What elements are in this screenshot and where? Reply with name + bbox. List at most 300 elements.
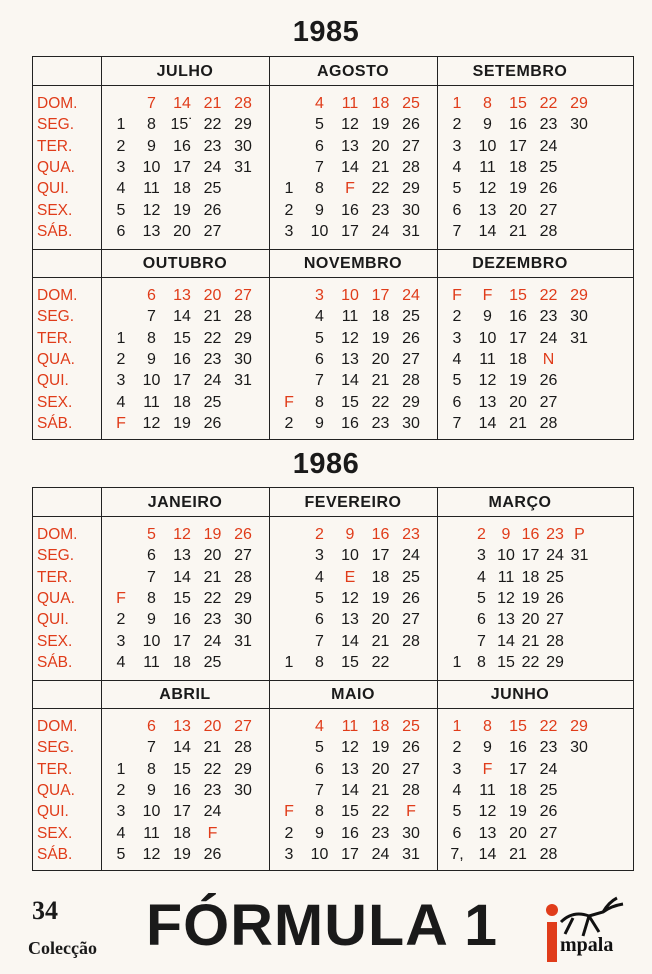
day-cell: 25 bbox=[203, 393, 222, 411]
day-cell: 17 bbox=[521, 547, 540, 565]
day-cell: 8 bbox=[147, 329, 156, 347]
day-cell: 8 bbox=[147, 589, 156, 607]
footer bbox=[0, 884, 652, 974]
day-cell: 15 bbox=[173, 589, 191, 607]
day-cell: 21 bbox=[371, 158, 390, 176]
day-cell: 29 bbox=[570, 287, 588, 304]
day-cell: 18 bbox=[173, 653, 191, 671]
day-cell: 25 bbox=[203, 653, 222, 671]
day-cell: 8 bbox=[147, 116, 156, 134]
day-cell: 2 bbox=[452, 739, 462, 757]
weekday-label: DOM. bbox=[37, 287, 78, 304]
day-cell: 19 bbox=[371, 329, 390, 347]
day-cell: 21 bbox=[203, 308, 222, 326]
day-cell: 24 bbox=[371, 222, 390, 240]
day-cell: 13 bbox=[341, 760, 359, 778]
day-cell: 18 bbox=[173, 393, 191, 411]
day-cell: 12 bbox=[341, 589, 359, 607]
day-cell: 18 bbox=[371, 95, 390, 112]
day-cell: 19 bbox=[509, 372, 527, 390]
day-cell: 4 bbox=[315, 718, 324, 735]
day-cell: 26 bbox=[234, 526, 252, 543]
day-cell: 25 bbox=[539, 158, 558, 176]
day-cell: 18 bbox=[521, 568, 540, 586]
day-cell: 3 bbox=[116, 803, 126, 821]
grid-divider bbox=[437, 488, 438, 870]
day-cell: F bbox=[116, 414, 126, 432]
day-cell: 12 bbox=[478, 803, 497, 821]
month-name: JULHO bbox=[156, 63, 214, 80]
day-cell: 8 bbox=[147, 760, 156, 778]
day-cell: 4 bbox=[116, 393, 126, 411]
day-cell: 16 bbox=[173, 781, 191, 799]
day-cell: 21 bbox=[509, 222, 527, 240]
day-cell: 20 bbox=[509, 393, 527, 411]
day-cell: 11 bbox=[143, 393, 160, 411]
weekday-label: QUA. bbox=[37, 589, 75, 607]
day-cell: 5 bbox=[315, 589, 324, 607]
day-cell: 6 bbox=[477, 611, 486, 629]
day-cell: 20 bbox=[509, 201, 527, 219]
day-cell: 11 bbox=[341, 718, 359, 735]
day-cell: 12 bbox=[478, 372, 497, 390]
weekday-label: SÁB. bbox=[37, 222, 73, 240]
day-cell: 11 bbox=[479, 350, 496, 368]
day-cell: 4 bbox=[315, 95, 324, 112]
day-cell: 21 bbox=[371, 781, 390, 799]
day-cell: 4 bbox=[452, 158, 462, 176]
day-cell: 6 bbox=[315, 350, 324, 368]
day-cell: 7 bbox=[315, 632, 324, 650]
day-cell: F bbox=[452, 287, 462, 304]
month-name: FEVEREIRO bbox=[304, 494, 402, 511]
day-cell: 24 bbox=[402, 287, 420, 304]
day-cell: F bbox=[482, 760, 493, 778]
day-cell: 12 bbox=[497, 589, 515, 607]
day-cell: 2 bbox=[315, 526, 324, 543]
day-cell: 11 bbox=[143, 180, 160, 198]
day-cell: 11 bbox=[479, 781, 496, 799]
day-cell: 27 bbox=[402, 611, 420, 629]
day-cell: 9 bbox=[483, 308, 492, 326]
day-cell: 17 bbox=[173, 372, 191, 390]
day-cell: 10 bbox=[478, 137, 497, 155]
day-cell: 19 bbox=[371, 589, 390, 607]
day-cell: 9 bbox=[315, 414, 324, 432]
day-cell: 19 bbox=[371, 116, 390, 134]
day-cell: 6 bbox=[452, 824, 462, 842]
day-cell: 13 bbox=[497, 611, 515, 629]
day-cell: 25 bbox=[203, 180, 222, 198]
day-cell: 4 bbox=[452, 781, 462, 799]
day-cell: 3 bbox=[477, 547, 486, 565]
day-cell: 15 bbox=[173, 329, 191, 347]
day-cell: 21 bbox=[509, 845, 527, 863]
weekday-label: DOM. bbox=[37, 526, 78, 543]
day-cell: 20 bbox=[371, 760, 390, 778]
day-cell: 21 bbox=[371, 632, 390, 650]
day-cell: 24 bbox=[539, 760, 558, 778]
day-cell: 27 bbox=[203, 222, 222, 240]
day-cell: 9 bbox=[147, 781, 156, 799]
weekday-label: QUI. bbox=[37, 803, 69, 821]
day-cell: 5 bbox=[116, 201, 126, 219]
weekday-label: QUI. bbox=[37, 372, 69, 390]
day-cell: 21 bbox=[521, 632, 540, 650]
day-cell: 30 bbox=[234, 137, 252, 155]
month-name: MAIO bbox=[331, 686, 375, 703]
calendar-grid-1986 bbox=[32, 487, 634, 871]
day-cell: 1 bbox=[284, 180, 294, 198]
day-cell: 2 bbox=[284, 201, 294, 219]
day-cell: 21 bbox=[509, 414, 527, 432]
day-cell: 31 bbox=[570, 547, 589, 565]
day-cell: 20 bbox=[203, 718, 222, 735]
day-cell: 25 bbox=[402, 308, 420, 326]
day-cell: 6 bbox=[147, 547, 156, 565]
day-cell: 31 bbox=[570, 329, 588, 347]
day-cell: 2 bbox=[116, 137, 126, 155]
day-cell: P bbox=[574, 526, 585, 543]
day-cell: 17 bbox=[509, 329, 527, 347]
weekday-label: QUA. bbox=[37, 158, 75, 176]
day-cell: 9 bbox=[315, 824, 324, 842]
day-cell: 7, bbox=[450, 845, 464, 863]
day-cell: 30 bbox=[570, 116, 588, 134]
day-cell: 17 bbox=[173, 158, 191, 176]
day-cell: 25 bbox=[546, 568, 564, 586]
day-cell: 24 bbox=[539, 137, 558, 155]
day-cell: 22 bbox=[539, 718, 558, 735]
day-cell: 28 bbox=[539, 222, 558, 240]
day-cell: 31 bbox=[234, 158, 252, 176]
weekday-label: QUA. bbox=[37, 781, 75, 799]
day-cell: 17 bbox=[509, 760, 527, 778]
day-cell: 15 bbox=[509, 287, 527, 304]
day-cell: 22 bbox=[203, 589, 222, 607]
day-cell: 15 bbox=[341, 803, 359, 821]
month-name: MARÇO bbox=[488, 494, 552, 511]
day-cell: 28 bbox=[402, 158, 420, 176]
grid-divider bbox=[33, 680, 633, 681]
day-cell: 14 bbox=[341, 372, 359, 390]
day-cell: 28 bbox=[546, 632, 564, 650]
day-cell: 23 bbox=[203, 350, 222, 368]
day-cell: 25 bbox=[539, 781, 558, 799]
day-cell: 10 bbox=[142, 158, 161, 176]
day-cell: 21 bbox=[203, 95, 222, 112]
day-cell: 14 bbox=[497, 632, 515, 650]
day-cell: 30 bbox=[570, 308, 588, 326]
day-cell: 27 bbox=[234, 718, 252, 735]
day-cell: 14 bbox=[173, 308, 191, 326]
day-cell: 26 bbox=[402, 589, 420, 607]
day-cell: 23 bbox=[546, 526, 564, 543]
day-cell: 15 bbox=[341, 653, 359, 671]
day-cell: 26 bbox=[539, 372, 558, 390]
day-cell: 23 bbox=[371, 414, 390, 432]
day-cell: 30 bbox=[570, 739, 588, 757]
day-cell: 3 bbox=[284, 845, 294, 863]
day-cell: 16 bbox=[521, 526, 540, 543]
day-cell: 10 bbox=[142, 803, 161, 821]
day-cell: 28 bbox=[234, 739, 252, 757]
day-cell: 28 bbox=[234, 568, 252, 586]
day-cell: 20 bbox=[371, 137, 390, 155]
weekday-label: SEG. bbox=[37, 739, 75, 757]
grid-divider bbox=[33, 708, 633, 709]
day-cell: 1 bbox=[116, 760, 126, 778]
day-cell: 7 bbox=[315, 372, 324, 390]
day-cell: 28 bbox=[539, 414, 558, 432]
day-cell: 20 bbox=[173, 222, 191, 240]
day-cell: F bbox=[116, 589, 126, 607]
month-name: OUTUBRO bbox=[142, 255, 228, 272]
day-cell: 19 bbox=[203, 526, 222, 543]
day-cell: 3 bbox=[452, 760, 462, 778]
day-cell: 14 bbox=[341, 781, 359, 799]
day-cell: F bbox=[345, 180, 355, 198]
day-cell: 22 bbox=[371, 803, 390, 821]
day-cell: 19 bbox=[173, 414, 191, 432]
day-cell: 12 bbox=[341, 329, 359, 347]
month-name: ABRIL bbox=[159, 686, 211, 703]
day-cell: 24 bbox=[203, 158, 222, 176]
day-cell: 29 bbox=[570, 718, 588, 735]
day-cell: 23 bbox=[539, 739, 558, 757]
weekday-label: SÁB. bbox=[37, 653, 73, 671]
day-cell: 22 bbox=[539, 95, 558, 112]
weekday-label: DOM. bbox=[37, 95, 78, 112]
day-cell: 14 bbox=[341, 632, 359, 650]
day-cell: 4 bbox=[116, 824, 126, 842]
day-cell: 3 bbox=[116, 372, 126, 390]
day-cell: 10 bbox=[142, 372, 161, 390]
day-cell: 8 bbox=[483, 95, 492, 112]
day-cell: 11 bbox=[479, 158, 496, 176]
day-cell: 17 bbox=[173, 632, 191, 650]
day-cell: 29 bbox=[570, 95, 588, 112]
day-cell: 1 bbox=[452, 653, 462, 671]
day-cell: F bbox=[207, 824, 218, 842]
grid-divider bbox=[437, 57, 438, 439]
day-cell: 19 bbox=[173, 201, 191, 219]
day-cell: 14 bbox=[478, 222, 497, 240]
day-cell: 14 bbox=[173, 95, 191, 112]
day-cell: N bbox=[542, 350, 555, 368]
month-name: SETEMBRO bbox=[472, 63, 568, 80]
day-cell: 9 bbox=[345, 526, 355, 543]
day-cell: 6 bbox=[452, 393, 462, 411]
day-cell: 12 bbox=[341, 116, 359, 134]
grid-divider bbox=[269, 488, 270, 870]
day-cell: 4 bbox=[116, 653, 126, 671]
day-cell: 29 bbox=[234, 116, 252, 134]
day-cell: 22 bbox=[539, 287, 558, 304]
day-cell: 24 bbox=[203, 803, 222, 821]
day-cell: 11 bbox=[497, 568, 515, 586]
day-cell: 8 bbox=[315, 653, 324, 671]
weekday-label: SEG. bbox=[37, 547, 75, 565]
day-cell: 18 bbox=[509, 781, 527, 799]
day-cell: 17 bbox=[371, 287, 390, 304]
day-cell: 31 bbox=[402, 845, 420, 863]
day-cell: 4 bbox=[116, 180, 126, 198]
day-cell: 6 bbox=[147, 287, 156, 304]
day-cell: 2 bbox=[116, 350, 126, 368]
day-cell: 16 bbox=[173, 350, 191, 368]
calendar-grid-1985 bbox=[32, 56, 634, 440]
day-cell: 6 bbox=[315, 760, 324, 778]
day-cell: 25 bbox=[402, 95, 420, 112]
day-cell: 24 bbox=[546, 547, 564, 565]
day-cell: 11 bbox=[341, 95, 359, 112]
weekday-label: DOM. bbox=[37, 718, 78, 735]
weekday-label: TER. bbox=[37, 760, 73, 778]
day-cell: 6 bbox=[452, 201, 462, 219]
month-name: JUNHO bbox=[490, 686, 550, 703]
day-cell: 10 bbox=[310, 845, 329, 863]
day-cell: 27 bbox=[539, 201, 558, 219]
day-cell: 12 bbox=[142, 201, 161, 219]
day-cell: 12 bbox=[173, 526, 191, 543]
month-name: JANEIRO bbox=[147, 494, 223, 511]
day-cell: 1 bbox=[452, 718, 462, 735]
day-cell: 8 bbox=[315, 803, 324, 821]
day-cell: 27 bbox=[234, 287, 252, 304]
day-cell: 9 bbox=[483, 739, 492, 757]
day-cell: 20 bbox=[371, 350, 390, 368]
day-cell: 16 bbox=[173, 137, 191, 155]
day-cell: 18 bbox=[371, 718, 390, 735]
day-cell: 18 bbox=[173, 824, 191, 842]
day-cell: 14 bbox=[341, 158, 359, 176]
day-cell: 7 bbox=[477, 632, 486, 650]
weekday-label: SÁB. bbox=[37, 414, 73, 432]
weekday-label: TER. bbox=[37, 137, 73, 155]
day-cell: 21 bbox=[371, 372, 390, 390]
day-cell: 15 bbox=[509, 718, 527, 735]
day-cell: 1 bbox=[116, 329, 126, 347]
day-cell: 28 bbox=[234, 308, 252, 326]
day-cell: 9 bbox=[147, 350, 156, 368]
day-cell: 24 bbox=[203, 632, 222, 650]
day-cell: 5 bbox=[452, 180, 462, 198]
day-cell: 25 bbox=[402, 568, 420, 586]
grid-divider bbox=[101, 57, 102, 439]
day-cell: 16 bbox=[173, 611, 191, 629]
day-cell: 18 bbox=[173, 180, 191, 198]
day-cell: 13 bbox=[341, 137, 359, 155]
grid-divider bbox=[33, 277, 633, 278]
day-cell: 28 bbox=[402, 372, 420, 390]
day-cell: 14 bbox=[173, 568, 191, 586]
day-cell: 30 bbox=[402, 201, 420, 219]
month-name: AGOSTO bbox=[316, 63, 390, 80]
day-cell: 5 bbox=[147, 526, 156, 543]
day-cell: F bbox=[482, 287, 493, 304]
day-cell: 22 bbox=[371, 393, 390, 411]
day-cell: 23 bbox=[203, 611, 222, 629]
day-cell: 12 bbox=[142, 414, 161, 432]
day-cell: F bbox=[284, 803, 294, 821]
day-cell: 15 bbox=[173, 760, 191, 778]
day-cell: 22 bbox=[521, 653, 540, 671]
day-cell: 3 bbox=[284, 222, 294, 240]
day-cell: 23 bbox=[371, 201, 390, 219]
day-cell: 29 bbox=[234, 329, 252, 347]
day-cell: 26 bbox=[203, 414, 222, 432]
day-cell: 15 bbox=[341, 393, 359, 411]
grid-divider bbox=[33, 516, 633, 517]
day-cell: 3 bbox=[452, 137, 462, 155]
day-cell: 12 bbox=[142, 845, 161, 863]
day-cell: 7 bbox=[147, 308, 156, 326]
weekday-label: SEX. bbox=[37, 824, 73, 842]
day-cell: 3 bbox=[452, 329, 462, 347]
day-cell: 21 bbox=[203, 568, 222, 586]
day-cell: 8 bbox=[315, 180, 324, 198]
day-cell: 9 bbox=[147, 137, 156, 155]
day-cell: 26 bbox=[203, 845, 222, 863]
day-cell: 3 bbox=[116, 158, 126, 176]
year-1985-heading: 1985 bbox=[292, 16, 360, 48]
day-cell: 13 bbox=[478, 393, 497, 411]
day-cell: 8 bbox=[315, 393, 324, 411]
day-cell: 5 bbox=[315, 739, 324, 757]
day-cell: 7 bbox=[452, 414, 462, 432]
day-cell: E bbox=[344, 568, 356, 586]
day-cell: 16 bbox=[509, 308, 527, 326]
day-cell: 17 bbox=[341, 222, 359, 240]
day-cell: 8 bbox=[477, 653, 486, 671]
grid-divider bbox=[33, 249, 633, 250]
day-cell: 19 bbox=[371, 739, 390, 757]
day-cell: 20 bbox=[203, 287, 222, 304]
day-cell: 30 bbox=[234, 611, 252, 629]
day-cell: 18 bbox=[509, 158, 527, 176]
day-cell: 10 bbox=[497, 547, 515, 565]
day-cell: 13 bbox=[341, 350, 359, 368]
day-cell: 28 bbox=[402, 781, 420, 799]
day-cell: 31 bbox=[402, 222, 420, 240]
day-cell: 25 bbox=[402, 718, 420, 735]
day-cell: 7 bbox=[452, 222, 462, 240]
day-cell: 16 bbox=[341, 824, 359, 842]
day-cell: 3 bbox=[315, 287, 324, 304]
day-cell: 23 bbox=[371, 824, 390, 842]
day-cell: 6 bbox=[116, 222, 126, 240]
day-cell: 31 bbox=[234, 632, 252, 650]
day-cell: 28 bbox=[539, 845, 558, 863]
month-name: DEZEMBRO bbox=[472, 255, 568, 272]
day-cell: 26 bbox=[402, 739, 420, 757]
day-cell: 23 bbox=[203, 137, 222, 155]
day-cell: 5 bbox=[116, 845, 126, 863]
day-cell: 1 bbox=[452, 95, 462, 112]
day-cell: 16 bbox=[509, 116, 527, 134]
day-cell: 17 bbox=[371, 547, 390, 565]
day-cell: 29 bbox=[402, 180, 420, 198]
day-cell: 12 bbox=[478, 180, 497, 198]
day-cell: 13 bbox=[173, 718, 191, 735]
day-cell: 7 bbox=[147, 95, 156, 112]
day-cell: 10 bbox=[341, 287, 359, 304]
day-cell: 22 bbox=[203, 760, 222, 778]
day-cell: 13 bbox=[142, 222, 161, 240]
day-cell: 21 bbox=[203, 739, 222, 757]
day-cell: F bbox=[406, 803, 416, 821]
